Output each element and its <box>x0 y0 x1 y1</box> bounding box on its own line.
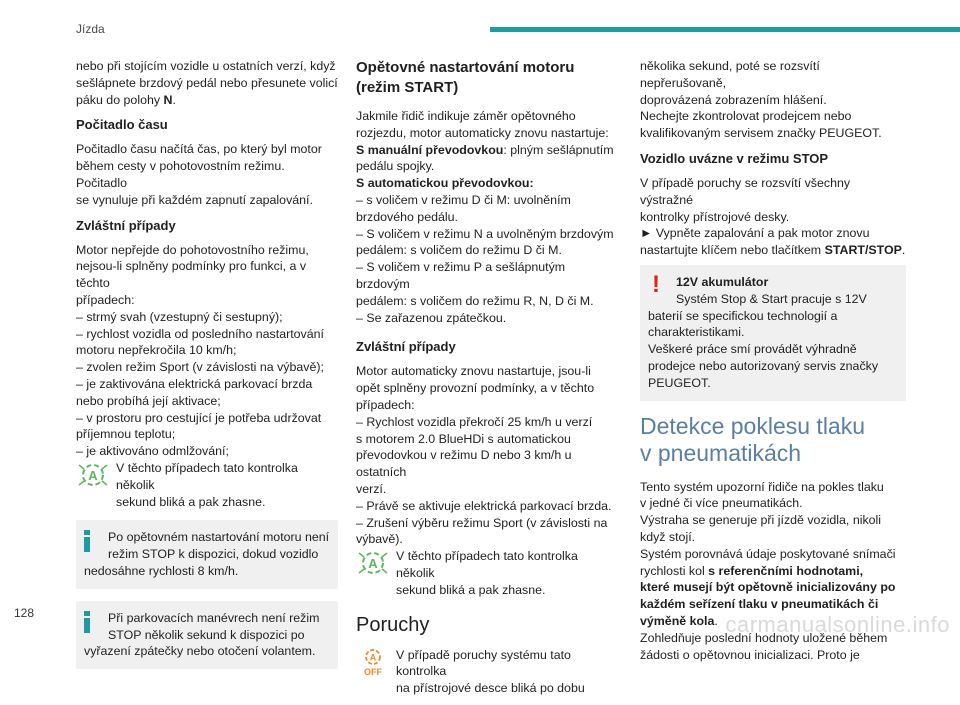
section-title: Jízda <box>76 22 105 36</box>
restart-special-list: Motor automaticky znovu nastartuje, jsou-li opět splněny provozní podmínky, a v těchto případech: – Rychlost vozidla překročí 25 km/h u verzí s motorem 2.0 BlueHDi s automatickou převodovkou v režimu D nebo 3 km/h u ostatních verzí. – Právě se aktivuje elektrická parkovací brzda. – Zrušení výběru režimu Sport (v závislosti na výbavě). <box>356 364 612 547</box>
stop-start-eco-icon <box>356 548 390 578</box>
battery-warning-note: ! 12V akumulátor Systém Stop & Start pracuje s 12V baterií se specifickou technologií a charakteristikami. Veškeré práce smí provádět výhradně prodejce nebo autorizovaný servis značky PEUGEOT. <box>640 265 906 401</box>
eco-indicator-row-2: A V těchto případech tato kontrolka několik sekund bliká a pak zhasne. <box>356 548 618 598</box>
stop-start-off-icon <box>356 647 390 677</box>
column-3 <box>640 58 906 669</box>
info-icon <box>84 611 90 633</box>
info-note-restart: Po opětovném nastartování motoru není režim STOP k dispozici, dokud vozidlo nedosáhne rychlosti 8 km/h. <box>76 520 338 588</box>
column-1 <box>76 58 338 681</box>
svg-text:A: A <box>88 467 98 483</box>
warning-icon: ! <box>652 270 660 298</box>
timer-paragraph: Počitadlo času načítá čas, po který byl motor během cesty v pohotovostním režimu. Počitadlo se vynuluje při každém zapnutí zapalování. <box>76 142 322 207</box>
special-cases-heading: Zvláštní případy <box>76 217 176 233</box>
fault-continuation: několika sekund, poté se rozsvítí nepřerušovaně, doprovázená zobrazením hlášení. Nechejte zkontrolovat prodejcem nebo kvalifikovaným servisem značky PEUGEOT. <box>640 59 882 141</box>
timer-heading: Počitadlo času <box>76 117 168 133</box>
special-cases-heading-2: Zvláštní případy <box>356 339 456 355</box>
intro-paragraph: nebo při stojícím vozidle u ostatních verzí, když sešlápnete brzdový pedál nebo přesunete volicí páku do polohy N. <box>76 59 338 107</box>
info-icon <box>84 530 90 552</box>
restart-heading: Opětovné nastartování motoru (režim START) <box>356 59 575 96</box>
svg-text:A: A <box>369 652 377 663</box>
info-note-parking: Při parkovacích manévrech není režim STOP několik sekund k dispozici po vyřazení zpátečky nebo otočení volantem. <box>76 601 338 669</box>
svg-text:OFF: OFF <box>364 666 382 677</box>
header-accent-bar <box>490 27 960 32</box>
page-number: 128 <box>14 606 35 620</box>
stuck-stop-heading: Vozidlo uvázne v režimu STOP <box>640 150 829 166</box>
fault-indicator-row: A OFF V případě poruchy systému tato kontrolka na přístrojové desce bliká po dobu <box>356 647 618 697</box>
column-2 <box>356 58 618 705</box>
restart-intro: Jakmile řidič indikuje záměr opětovného rozjezdu, motor automaticky znovu nastartuje: S manuální převodovkou: plným sešlápnutím pedálu spojky. S automatickou převodovkou: – s voličem v režimu D či M: uvolněním brzdového pedálu. – S voličem v režimu N a uvolněným brzdovým pedálem: s voličem do režimu D či M. – S voličem v režimu P a sešlápnutým brzdovým pedálem: s voličem do režimu R, N, D či M. – Se zařazenou zpátečkou. <box>356 109 614 325</box>
svg-text:A: A <box>368 556 378 572</box>
special-cases-list: Motor nepřejde do pohotovostního režimu, nejsou-li splněny podmínky pro funkci, a v těchto případech: – strmý svah (vzestupný či sestupný); – rychlost vozidla od posledního nastartování motoru nepřekročila 10 km/h; – zvolen režim Sport (v závislosti na výbavě); – je zaktivována elektrická parkovací brzda nebo probíhá její aktivace; – v prostoru pro cestující je potřeba udržovat příjemnou teplotu; – je aktivováno odmlžování; <box>76 242 324 459</box>
watermark: carmanualsonline.info <box>725 612 950 637</box>
stuck-stop-text: V případě poruchy se rozsvítí všechny výstražné kontrolky přístrojové desky. ► Vypněte zapalování a pak motor znovu nastartujte klíčem nebo tlačítkem START/STOP. <box>640 175 906 258</box>
eco-indicator-row: A V těchto případech tato kontrolka několik sekund bliká a pak zhasne. <box>76 460 338 510</box>
tpms-paragraph: Tento systém upozorní řidiče na pokles tlaku v jedné či více pneumatikách. Výstraha se generuje při jízdě vozidla, nikoli když stojí. Systém porovnává údaje poskytované snímači rychlosti kol s referenčními hodnotami, které musejí být opětovně inicializovány po každém seřízení tlaku v pneumatikách či výměně kola. Zohledňuje poslední hodnoty uložené během žádosti o opětovnou inicializaci. Proto je <box>640 479 896 662</box>
tpms-heading: Detekce poklesu tlaku v pneumatikách <box>640 412 866 466</box>
stop-start-eco-icon <box>76 460 110 490</box>
faults-heading: Poruchy <box>356 613 430 636</box>
